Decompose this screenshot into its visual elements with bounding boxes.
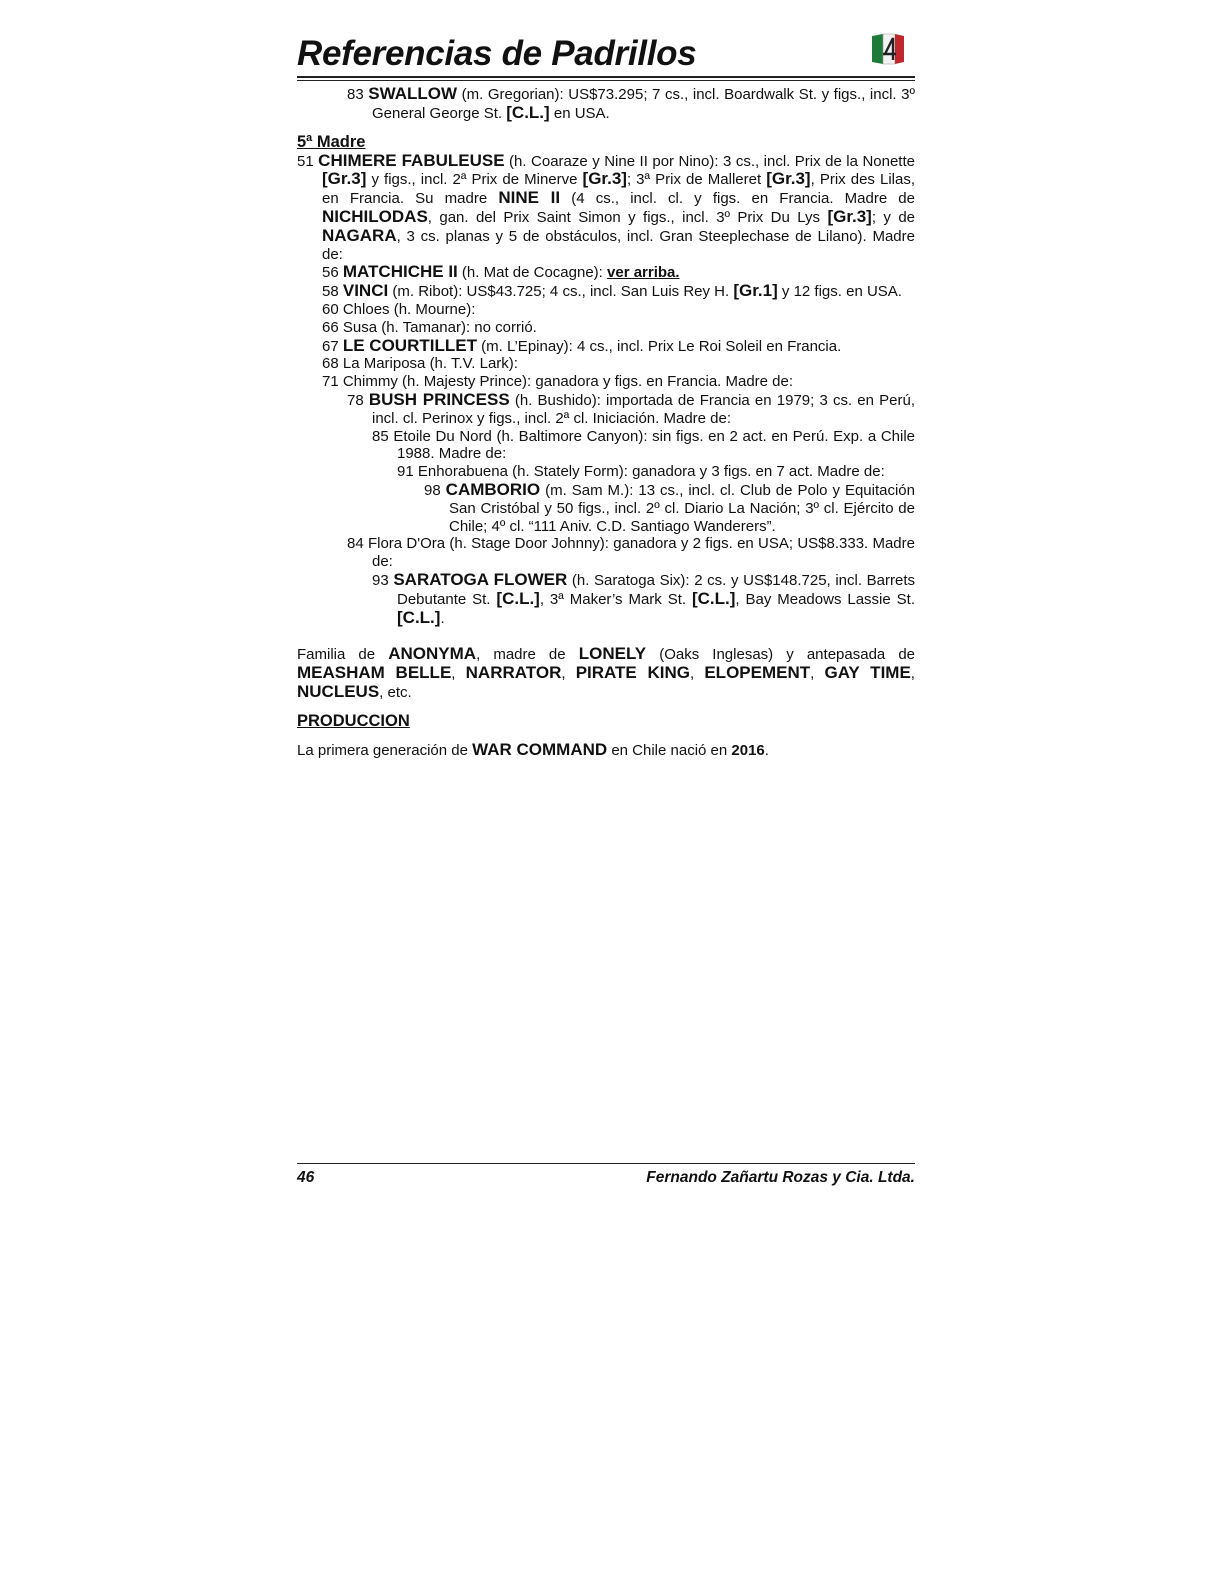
see-above-link[interactable]: ver arriba. [607,264,680,282]
pedigree-entry: 91 Enhorabuena (h. Stately Form): ganadora y 3 figs. en 7 act. Madre de: [397,463,885,481]
pedigree-entry: 84 Flora D'Ora (h. Stage Door Johnny): ganadora y 2 figs. en USA; US$8.333. Madre de: [347,535,915,571]
pedigree-entry: 98 CAMBORIO (m. Sam M.): 13 cs., incl. cl. Club de Polo y Equitación San Cristóbal y 50 figs., incl. 2º cl. Diario La Nación; 3º cl. Ejército de Chile; 4º cl. “111 Aniv. C.D. Santiago Wanderers”. [424,479,915,535]
pedigree-entry: 85 Etoile Du Nord (h. Baltimore Canyon): sin figs. en 2 act. en Perú. Exp. a Chile 1988. Madre de: [372,427,915,463]
section-heading-production: PRODUCCION [297,711,410,730]
pedigree-entry: 93 SARATOGA FLOWER (h. Saratoga Six): 2 cs. y US$148.725, incl. Barrets Debutante St. [C.L.], 3ª Maker’s Mark St. [C.L.], Bay Meadows Lassie St. [C.L.]. [372,569,916,627]
pedigree-entry: 68 La Mariposa (h. T.V. Lark): [322,355,518,373]
header-rule [297,76,915,78]
stud-book-logo-icon [869,30,907,68]
document-page [297,30,915,760]
production-paragraph: La primera generación de WAR COMMAND en Chile nació en 2016. [297,739,769,759]
pedigree-entry: 66 Susa (h. Tamanar): no corrió. [322,318,537,336]
pedigree-entry: 51 CHIMERE FABULEUSE (h. Coaraze y Nine II por Nino): 3 cs., incl. Prix de la Nonette [Gr.3] y figs., incl. 2ª Prix de Minerve [Gr.3]; 3ª Prix de Malleret [Gr.3], Prix des Lilas, en Francia. Su madre NINE II (4 cs., incl. cl. y figs. en Francia. Madre de NICHILODAS, gan. del Prix Saint Simon y figs., incl. 3º Prix Du Lys [Gr.3]; y de NAGARA, 3 cs. planas y 5 de obstáculos, incl. Gran Steeplechase de Lilano). Madre de: [297,150,916,263]
header-rule-thin [297,80,915,81]
publisher-name: Fernando Zañartu Rozas y Cia. Ltda. [646,1169,915,1186]
page-number: 46 [297,1169,315,1186]
page-header [297,30,915,76]
pedigree-entry: 71 Chimmy (h. Majesty Prince): ganadora y figs. en Francia. Madre de: [322,373,794,391]
pedigree-entry: 58 VINCI (m. Ribot): US$43.725; 4 cs., incl. San Luis Rey H. [Gr.1] y 12 figs. en USA. [322,281,902,301]
pedigree-entry: 83 SWALLOW (m. Gregorian): US$73.295; 7 cs., incl. Boardwalk St. y figs., incl. 3º General George St. [C.L.] en USA. [347,84,915,122]
family-paragraph: Familia de ANONYMA, madre de LONELY (Oaks Inglesas) y antepasada de MEASHAM BELLE, NARRATOR, PIRATE KING, ELOPEMENT, GAY TIME, NUCLEUS, etc. [297,644,916,701]
pedigree-entry: 67 LE COURTILLET (m. L’Epinay): 4 cs., incl. Prix Le Roi Soleil en Francia. [322,335,842,355]
page-title: Referencias de Padrillos [297,34,697,73]
pedigree-entry: 56 MATCHICHE II (h. Mat de Cocagne): ver arriba. [322,262,680,282]
pedigree-entry: 60 Chloes (h. Mourne): [322,300,476,318]
pedigree-entry: 78 BUSH PRINCESS (h. Bushido): importada de Francia en 1979; 3 cs. en Perú, incl. cl. Perinox y figs., incl. 2ª cl. Iniciación. Madre de: [347,389,916,427]
page-footer [297,1163,915,1187]
section-heading-fifth-dam: 5ª Madre [297,132,366,151]
footer-rule [297,1163,915,1164]
document-body [297,85,915,760]
